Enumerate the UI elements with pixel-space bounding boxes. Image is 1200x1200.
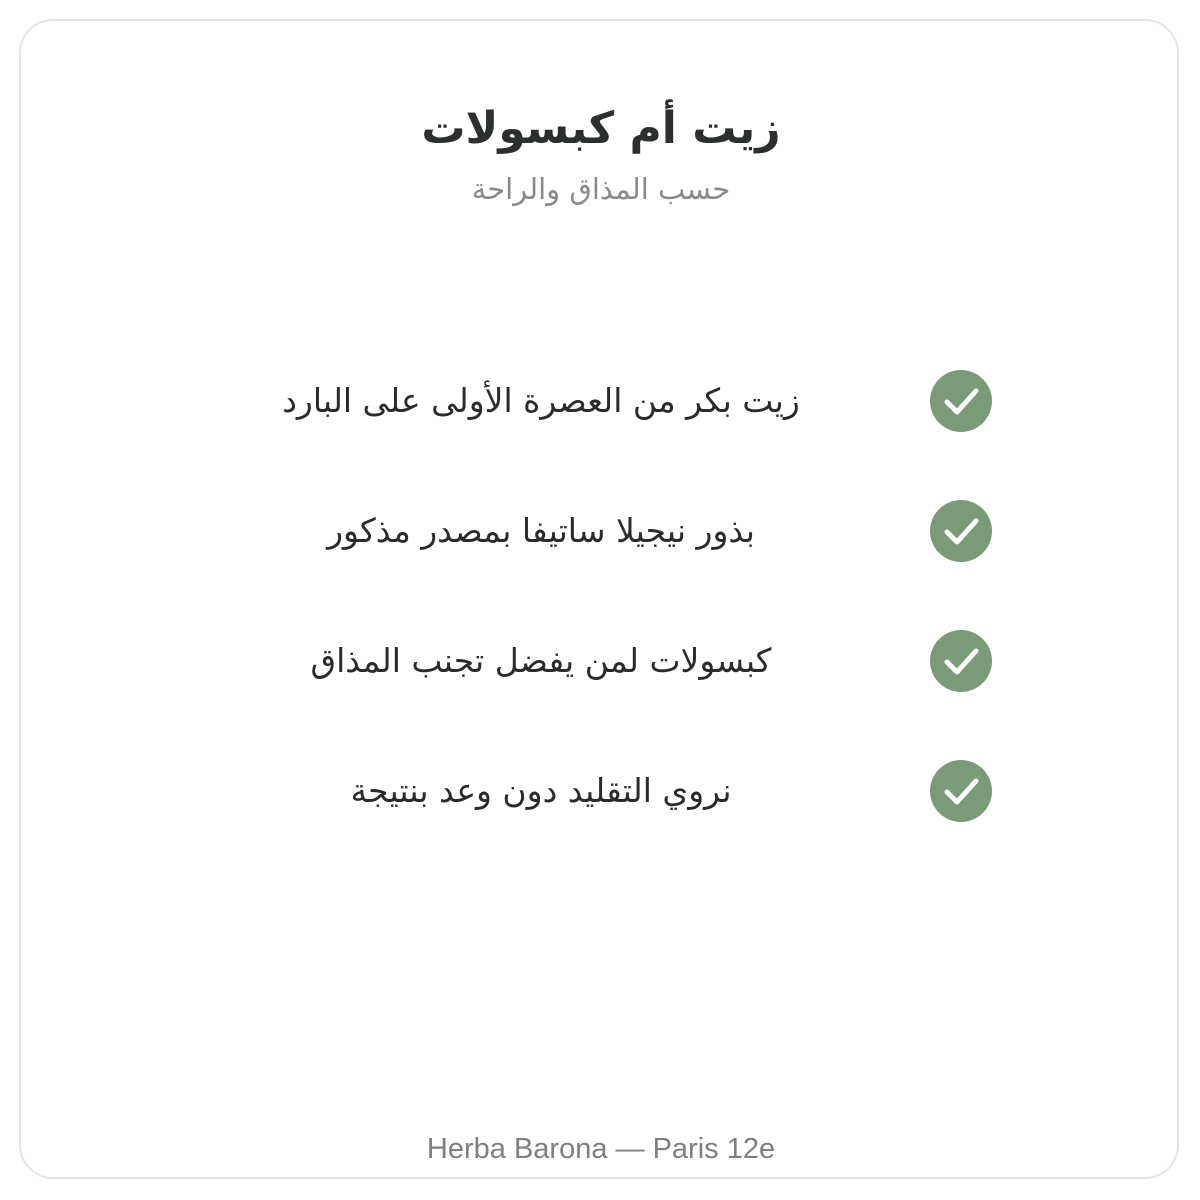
- feature-item: [21, 629, 1181, 693]
- check-icon: [930, 500, 992, 562]
- feature-item: [21, 499, 1181, 563]
- card: [19, 19, 1179, 1179]
- check-icon: [930, 630, 992, 692]
- page-title: زيت أم كبسولات: [421, 103, 781, 154]
- page-subtitle: حسب المذاق والراحة: [471, 172, 731, 206]
- feature-label: زيت بكر من العصرة الأولى على البارد: [282, 381, 800, 420]
- check-icon: [930, 370, 992, 432]
- feature-item: [21, 369, 1181, 433]
- feature-item: [21, 759, 1181, 823]
- footer-brand: Herba Barona — Paris 12e: [426, 1133, 776, 1165]
- feature-label: كبسولات لمن يفضل تجنب المذاق: [310, 641, 772, 680]
- feature-label: بذور نيجيلا ساتيفا بمصدر مذكور: [327, 511, 755, 550]
- check-icon: [930, 760, 992, 822]
- feature-label: نروي التقليد دون وعد بنتيجة: [350, 771, 732, 810]
